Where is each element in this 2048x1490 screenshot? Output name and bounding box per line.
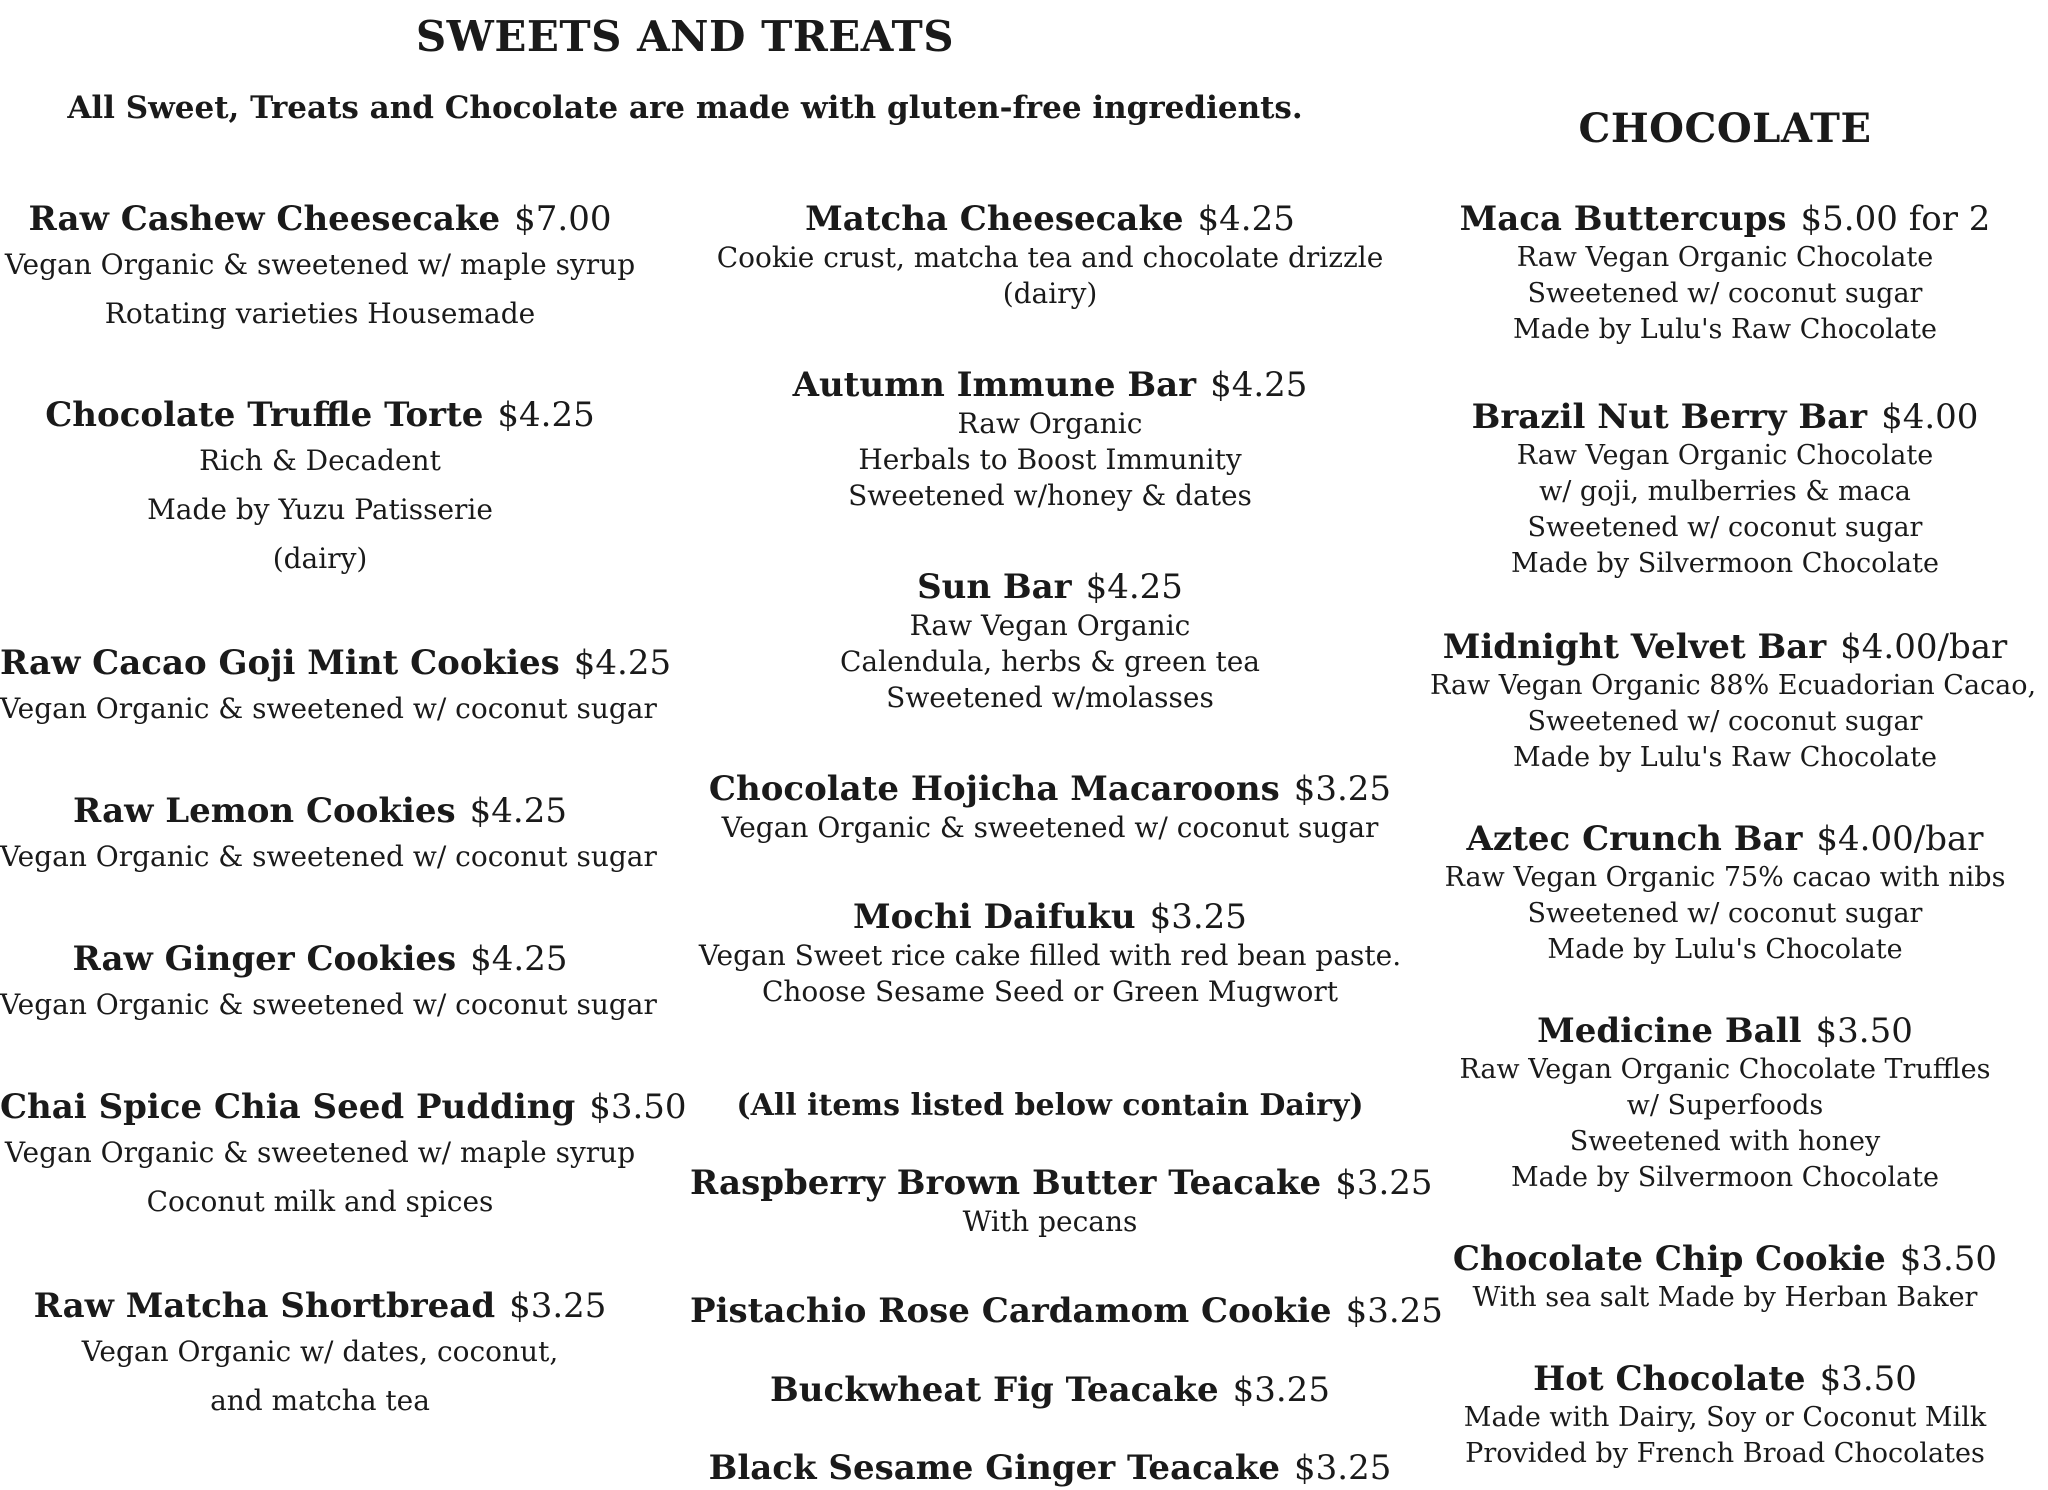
item-desc: Made by Yuzu Patisserie bbox=[147, 493, 493, 526]
item-desc: Made by Silvermoon Chocolate bbox=[1511, 1162, 1939, 1193]
item-desc: (dairy) bbox=[272, 542, 368, 575]
item-name: Aztec Crunch Bar bbox=[1466, 819, 1803, 859]
item-desc: Sweetened w/ coconut sugar bbox=[1527, 512, 1923, 543]
item-name: Pistachio Rose Cardamom Cookie bbox=[690, 1291, 1332, 1331]
menu-item bbox=[690, 1447, 1410, 1489]
item-desc: Made by Lulu's Chocolate bbox=[1547, 934, 1903, 965]
item-name: Black Sesame Ginger Teacake bbox=[708, 1448, 1281, 1488]
menu-item bbox=[0, 790, 657, 881]
item-desc: Made by Lulu's Raw Chocolate bbox=[1513, 742, 1937, 773]
item-desc: Calendula, herbs & green tea bbox=[840, 645, 1260, 678]
item-desc: With pecans bbox=[962, 1205, 1138, 1238]
item-desc: Coconut milk and spices bbox=[146, 1185, 494, 1218]
item-price: $4.25 bbox=[1210, 365, 1308, 405]
item-desc: Vegan Sweet rice cake filled with red bean paste. bbox=[698, 939, 1402, 972]
item-desc: w/ Superfoods bbox=[1626, 1090, 1824, 1121]
item-name: Raw Cashew Cheesecake bbox=[28, 199, 501, 239]
menu-title: SWEETS AND TREATS bbox=[415, 12, 955, 61]
item-price: $4.25 bbox=[573, 643, 672, 683]
item-desc: Made by Silvermoon Chocolate bbox=[1511, 548, 1939, 579]
item-name: Raspberry Brown Butter Teacake bbox=[690, 1163, 1322, 1203]
item-desc: and matcha tea bbox=[210, 1384, 430, 1417]
item-price: $7.00 bbox=[514, 199, 612, 239]
menu-item bbox=[690, 1369, 1410, 1411]
menu-item bbox=[690, 896, 1410, 1010]
item-name: Autumn Immune Bar bbox=[792, 365, 1197, 405]
item-desc: With sea salt Made by Herban Baker bbox=[1472, 1282, 1978, 1313]
item-name: Hot Chocolate bbox=[1533, 1359, 1806, 1399]
item-name: Medicine Ball bbox=[1537, 1011, 1802, 1051]
item-price: $3.25 bbox=[1345, 1291, 1443, 1331]
item-price: $4.25 bbox=[1085, 567, 1183, 607]
menu-item bbox=[690, 566, 1410, 716]
menu-item bbox=[0, 198, 640, 338]
item-price: $3.50 bbox=[1819, 1359, 1917, 1399]
gluten-free-notice: All Sweet, Treats and Chocolate are made with gluten-free ingredients. bbox=[67, 90, 1303, 126]
menu-item bbox=[0, 938, 657, 1029]
item-desc: Sweetened w/ coconut sugar bbox=[1527, 706, 1923, 737]
menu-item bbox=[0, 394, 640, 583]
item-price: $3.25 bbox=[509, 1286, 607, 1326]
item-price: $3.25 bbox=[1293, 769, 1392, 809]
item-desc: Raw Vegan Organic Chocolate bbox=[1516, 440, 1934, 471]
item-price: $4.25 bbox=[1197, 199, 1295, 239]
item-name: Chocolate Chip Cookie bbox=[1452, 1239, 1886, 1279]
menu-item bbox=[1430, 626, 2037, 776]
item-name: Raw Matcha Shortbread bbox=[33, 1286, 496, 1326]
item-desc: Herbals to Boost Immunity bbox=[858, 443, 1242, 476]
item-desc: Raw Vegan Organic bbox=[909, 609, 1191, 642]
menu-item bbox=[0, 1086, 687, 1226]
item-desc: Raw Vegan Organic 88% Ecuadorian Cacao, bbox=[1430, 670, 2037, 701]
item-price: $4.25 bbox=[469, 791, 567, 831]
item-desc: Raw Vegan Organic Chocolate Truffles bbox=[1459, 1054, 1991, 1085]
item-name: Chai Spice Chia Seed Pudding bbox=[0, 1087, 576, 1127]
item-price: $3.50 bbox=[1815, 1011, 1913, 1051]
item-name: Raw Cacao Goji Mint Cookies bbox=[0, 643, 560, 683]
item-name: Raw Ginger Cookies bbox=[72, 939, 457, 979]
item-desc: Choose Sesame Seed or Green Mugwort bbox=[761, 975, 1339, 1008]
item-desc: (dairy) bbox=[1002, 277, 1098, 310]
item-desc: Made with Dairy, Soy or Coconut Milk bbox=[1463, 1402, 1987, 1433]
menu-item bbox=[690, 1290, 1443, 1332]
menu-item bbox=[1430, 818, 2020, 968]
menu-item bbox=[1430, 1010, 2020, 1196]
item-desc: Vegan Organic & sweetened w/ coconut sugar bbox=[721, 811, 1379, 844]
item-name: Chocolate Hojicha Macaroons bbox=[708, 769, 1280, 809]
menu-item bbox=[1430, 1238, 2020, 1316]
item-desc: Sweetened w/ coconut sugar bbox=[1527, 278, 1923, 309]
item-desc: Sweetened w/ coconut sugar bbox=[1527, 898, 1923, 929]
item-desc: Sweetened with honey bbox=[1569, 1126, 1881, 1157]
item-desc: Vegan Organic & sweetened w/ coconut sugar bbox=[0, 988, 657, 1021]
item-name: Mochi Daifuku bbox=[853, 897, 1136, 937]
menu-item bbox=[690, 364, 1410, 514]
item-desc: Vegan Organic & sweetened w/ coconut sugar bbox=[0, 840, 657, 873]
dairy-note: (All items listed below contain Dairy) bbox=[736, 1088, 1364, 1123]
item-desc: Sweetened w/honey & dates bbox=[848, 479, 1252, 512]
menu-item bbox=[1430, 396, 2020, 582]
chocolate-title: CHOCOLATE bbox=[1578, 105, 1872, 152]
menu-item bbox=[1430, 1358, 2020, 1472]
item-price: $4.25 bbox=[470, 939, 568, 979]
item-price: $4.25 bbox=[497, 395, 595, 435]
item-name: Chocolate Truffle Torte bbox=[45, 395, 484, 435]
item-price: $3.25 bbox=[1149, 897, 1247, 937]
item-desc: Provided by French Broad Chocolates bbox=[1465, 1438, 1985, 1469]
item-name: Brazil Nut Berry Bar bbox=[1471, 397, 1868, 437]
menu-item bbox=[690, 198, 1410, 312]
item-desc: Vegan Organic & sweetened w/ maple syrup bbox=[4, 1136, 636, 1169]
item-name: Matcha Cheesecake bbox=[805, 199, 1184, 239]
menu-item bbox=[690, 768, 1410, 846]
item-desc: Cookie crust, matcha tea and chocolate drizzle bbox=[716, 241, 1384, 274]
menu-item bbox=[0, 642, 672, 733]
item-price: $4.00 bbox=[1881, 397, 1979, 437]
item-desc: Raw Vegan Organic 75% cacao with nibs bbox=[1444, 862, 2006, 893]
item-price: $3.25 bbox=[1232, 1370, 1330, 1410]
item-desc: Made by Lulu's Raw Chocolate bbox=[1513, 314, 1937, 345]
item-desc: Raw Organic bbox=[957, 407, 1143, 440]
item-price: $3.50 bbox=[1899, 1239, 1998, 1279]
item-price: $4.00/bar bbox=[1840, 627, 2008, 667]
item-desc: Sweetened w/molasses bbox=[886, 681, 1214, 714]
item-desc: w/ goji, mulberries & maca bbox=[1539, 476, 1911, 507]
menu-item bbox=[1430, 198, 2020, 348]
item-price: $4.00/bar bbox=[1816, 819, 1984, 859]
menu-item bbox=[690, 1162, 1433, 1240]
item-name: Raw Lemon Cookies bbox=[73, 791, 456, 831]
item-name: Maca Buttercups bbox=[1459, 199, 1787, 239]
item-price: $3.50 bbox=[589, 1087, 687, 1127]
menu-item bbox=[0, 1285, 640, 1425]
item-desc: Raw Vegan Organic Chocolate bbox=[1516, 242, 1934, 273]
item-desc: Vegan Organic & sweetened w/ coconut sugar bbox=[0, 692, 657, 725]
item-price: $5.00 for 2 bbox=[1800, 199, 1991, 239]
item-desc: Vegan Organic & sweetened w/ maple syrup bbox=[4, 248, 636, 281]
item-price: $3.25 bbox=[1294, 1448, 1392, 1488]
item-name: Sun Bar bbox=[917, 567, 1072, 607]
item-desc: Vegan Organic w/ dates, coconut, bbox=[81, 1335, 559, 1368]
item-desc: Rich & Decadent bbox=[199, 444, 441, 477]
item-name: Midnight Velvet Bar bbox=[1442, 627, 1827, 667]
item-name: Buckwheat Fig Teacake bbox=[770, 1370, 1219, 1410]
item-price: $3.25 bbox=[1335, 1163, 1433, 1203]
item-desc: Rotating varieties Housemade bbox=[104, 297, 536, 330]
